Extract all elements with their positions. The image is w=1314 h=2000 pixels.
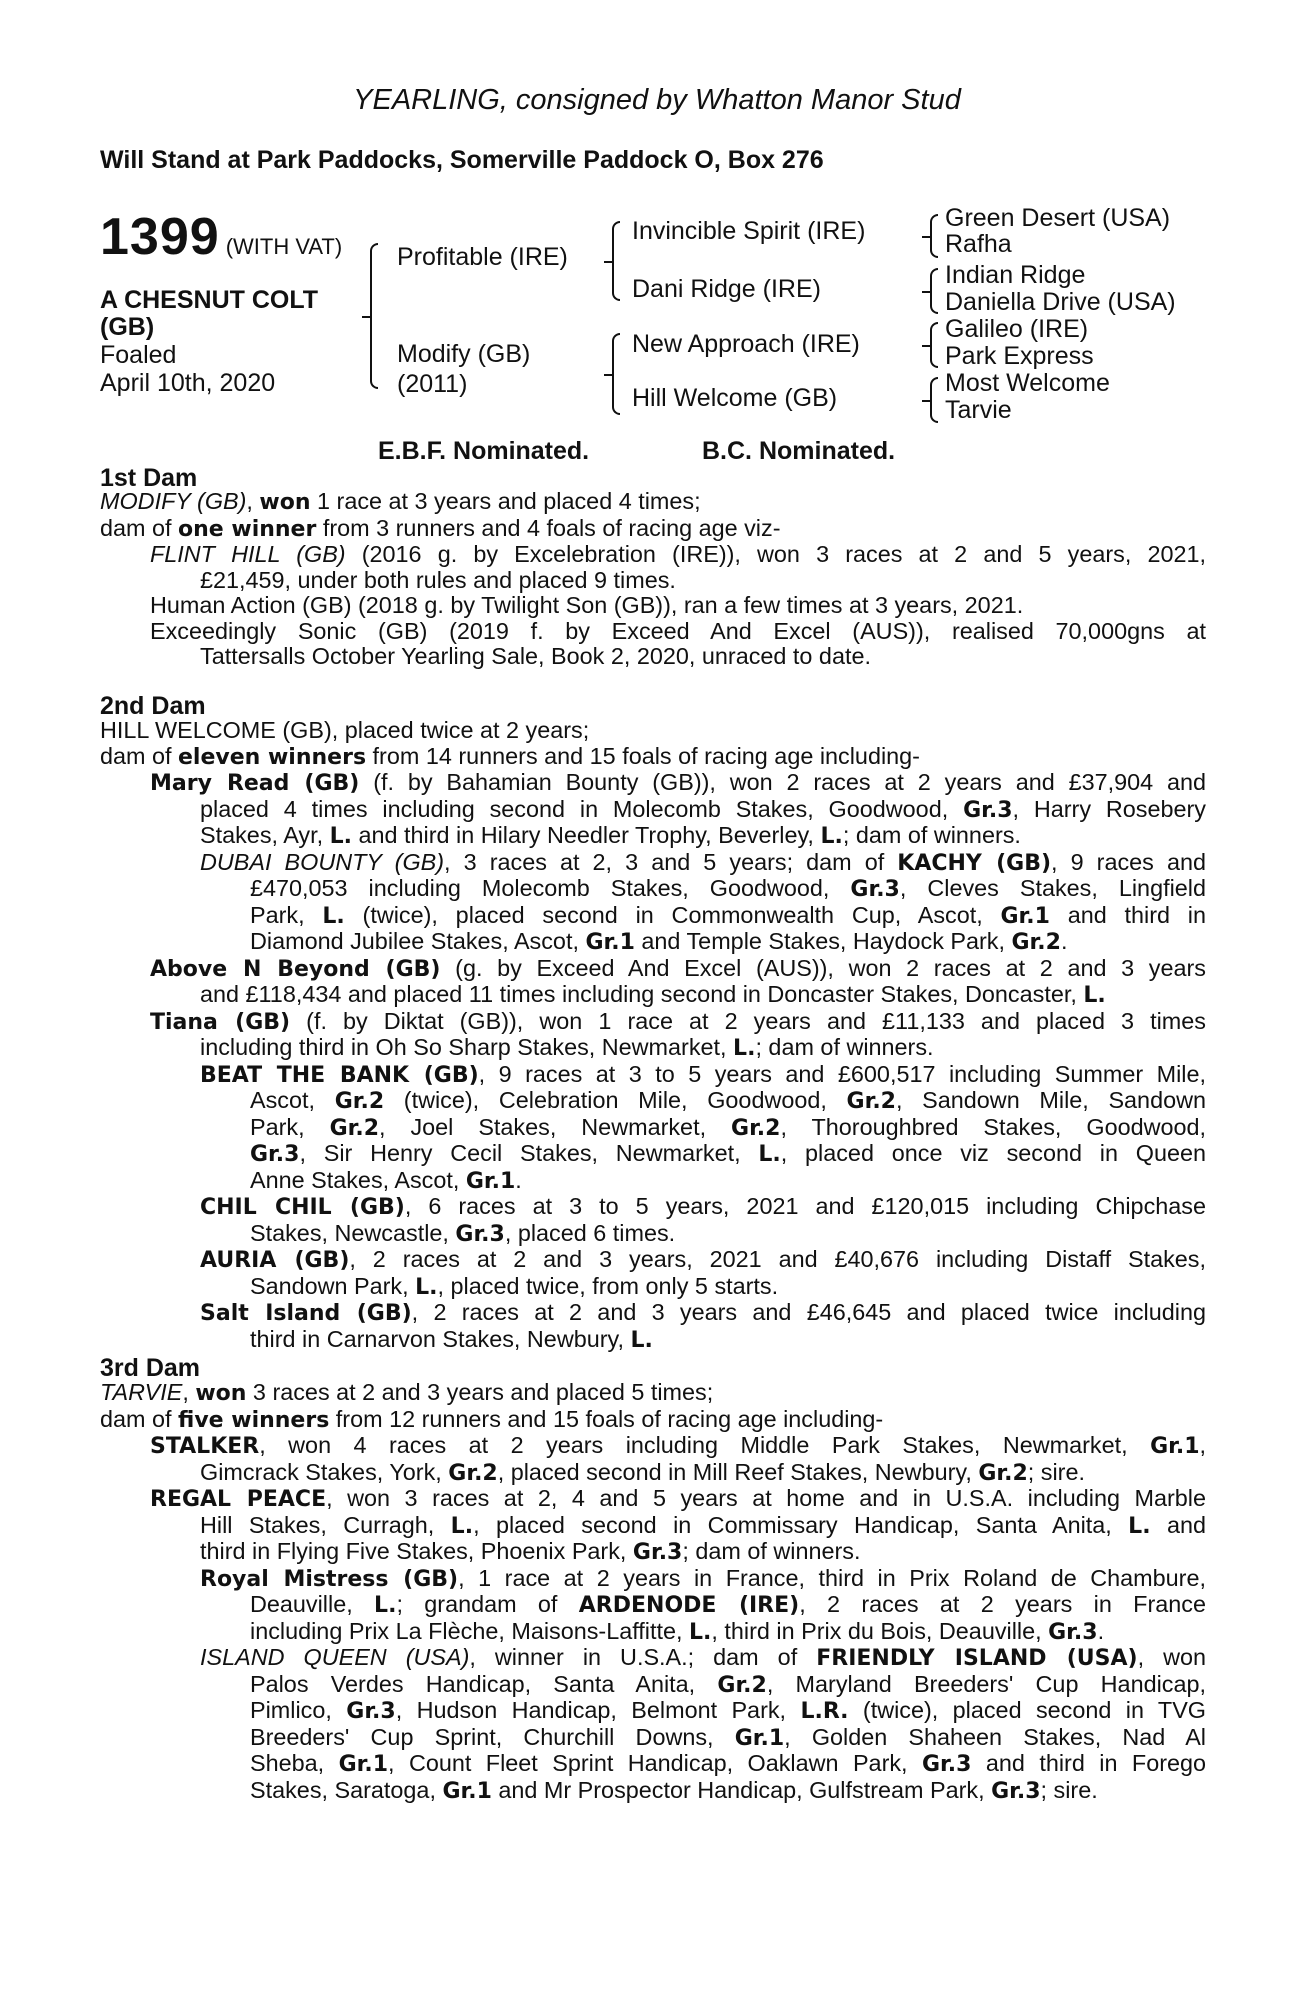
text-line: [250, 1698, 1206, 1725]
grade: Gr.1: [465, 1168, 516, 1194]
horse-description-line1: A CHESNUT COLT: [100, 286, 319, 314]
foaled-date: April 10th, 2020: [100, 369, 276, 397]
pedigree-sss: Green Desert (USA): [945, 204, 1171, 232]
text: , won: [1137, 1644, 1206, 1670]
pedigree-dam-dam: Hill Welcome (GB): [632, 384, 838, 412]
text: , placed twice, from only 5 starts.: [437, 1272, 779, 1299]
text-line: [250, 903, 1206, 930]
text: , 2 races at 2 and 3 years, 2021 and £40,676 including Distaff Stakes,: [349, 1246, 1206, 1272]
pedigree-brace-main: [370, 243, 378, 389]
text: and £118,434 and placed 11 times including second in Doncaster Stakes, Doncaster,: [200, 981, 1084, 1007]
text: dam of: [100, 742, 179, 769]
pedigree-brace-dam: [612, 333, 620, 415]
text-line: Human Action (GB) (2018 g. by Twilight Son (GB)), ran a few times at 3 years, 2021.: [150, 592, 1024, 618]
text: Park,: [250, 901, 323, 928]
text: Diamond Jubilee Stakes, Ascot,: [250, 928, 586, 954]
text: Ascot,: [250, 1087, 335, 1113]
grade: L.: [733, 1036, 756, 1061]
text-line: [100, 489, 1206, 516]
grade: L.: [329, 824, 352, 849]
grade: Gr.1: [442, 1778, 492, 1804]
text-line: [250, 1274, 1206, 1301]
pedigree-dam: Modify (GB): [397, 340, 531, 368]
pedigree-brace-dd: [930, 377, 938, 423]
text: Deauville,: [250, 1591, 375, 1617]
text: ; dam of winners.: [842, 822, 1021, 848]
text: , winner in U.S.A.; dam of: [469, 1644, 817, 1670]
text-line: [250, 876, 1206, 903]
second-dam-section: [100, 718, 1206, 1353]
pedigree-dss: Galileo (IRE): [945, 315, 1089, 343]
text: , won 4 races at 2 years including Middle Park Stakes, Newmarket,: [259, 1432, 1151, 1458]
grade: Gr.1: [734, 1725, 785, 1751]
text-line: [250, 1088, 1206, 1115]
text: and Temple Stakes, Haydock Park,: [634, 928, 1012, 954]
grade: Gr.2: [1011, 930, 1061, 955]
pedigree-dam-year: (2011): [397, 370, 468, 398]
text: , placed once viz second in Queen: [780, 1140, 1207, 1166]
text: (f. by Bahamian Bounty (GB)), won 2 races at 2 years and £37,904 and: [359, 769, 1206, 795]
ebf-nomination: E.B.F. Nominated.: [378, 437, 590, 465]
pedigree-dam-sire: New Approach (IRE): [632, 330, 860, 358]
grade: L.: [820, 824, 843, 849]
horse-name: BEAT THE BANK (GB): [200, 1062, 479, 1088]
horse-name: DUBAI BOUNTY (GB): [200, 848, 445, 875]
text: , Joel Stakes, Newmarket,: [379, 1113, 732, 1140]
dam-name: MODIFY (GB): [100, 488, 247, 514]
lot-block: [100, 207, 342, 267]
text: , placed second in Commissary Handicap, Santa Anita,: [473, 1511, 1129, 1538]
text-line: [200, 1513, 1206, 1540]
grade: L.: [450, 1513, 474, 1539]
grade: Gr.2: [329, 1115, 379, 1141]
text: ; sire.: [1027, 1458, 1085, 1485]
text: Stakes, Newcastle,: [250, 1219, 456, 1246]
pedigree-dds: Most Welcome: [945, 369, 1110, 397]
text: (twice), placed second in Commonwealth Cup, Ascot,: [344, 901, 1001, 928]
horse-name: REGAL PEACE: [150, 1487, 327, 1512]
horse-name: ARDENODE (IRE): [578, 1593, 800, 1618]
text: , Maryland Breeders' Cup Handicap,: [766, 1670, 1206, 1697]
text-line: HILL WELCOME (GB), placed twice at 2 years;: [100, 717, 590, 743]
pedigree-sds: Indian Ridge: [945, 261, 1086, 289]
text: ; sire.: [1040, 1776, 1098, 1803]
text: and third in Forego: [971, 1750, 1207, 1776]
text-line: [150, 956, 1206, 983]
grade: Gr.1: [1150, 1434, 1200, 1459]
text-line: [100, 1407, 1206, 1434]
text: Gimcrack Stakes, York,: [200, 1458, 449, 1485]
text-line: [250, 929, 1206, 956]
text: , won 3 races at 2, 4 and 5 years at home and in U.S.A. including Marble: [326, 1485, 1206, 1511]
first-dam-heading: 1st Dam: [100, 464, 198, 492]
text-line: [150, 1486, 1206, 1513]
text: , 1 race at 2 years in France, third in Prix Roland de Chambure,: [458, 1564, 1206, 1591]
grade: L.: [1083, 983, 1106, 1008]
text: , Cleves Stakes, Lingfield: [899, 875, 1206, 901]
text: and third in Hilary Needler Trophy, Beverley,: [351, 822, 821, 848]
text: , Harry Rosebery: [1012, 795, 1206, 822]
text: dam of: [100, 514, 179, 541]
text: Palos Verdes Handicap, Santa Anita,: [250, 1670, 718, 1697]
horse-name: FRIENDLY ISLAND (USA): [816, 1646, 1138, 1671]
foaled-label: Foaled: [100, 341, 177, 369]
text-line: [100, 744, 1206, 771]
grade: Gr.1: [1000, 903, 1050, 929]
text: ,: [246, 488, 260, 514]
pedigree-brace-ds: [930, 322, 938, 368]
grade: L.: [758, 1142, 781, 1167]
text-line: [150, 770, 1206, 797]
horse-name: Royal Mistress (GB): [200, 1566, 459, 1592]
text-line: [100, 516, 1206, 543]
grade: Gr.2: [846, 1089, 896, 1114]
grade: Gr.1: [585, 930, 635, 955]
grade: Gr.3: [991, 1778, 1041, 1804]
grade: L.: [415, 1274, 438, 1300]
grade: Gr.3: [963, 797, 1013, 823]
text: from 12 runners and 15 foals of racing age including-: [329, 1405, 884, 1432]
text: , Sandown Mile, Sandown: [895, 1087, 1206, 1113]
text-line: Tattersalls October Yearling Sale, Book 2, 2020, unraced to date.: [200, 643, 871, 669]
text-line: [250, 1778, 1206, 1805]
grade: L.: [630, 1327, 653, 1353]
text: , Sir Henry Cecil Stakes, Newmarket,: [299, 1140, 759, 1166]
text-line: [250, 1115, 1206, 1142]
pedigree-brace-sire: [612, 221, 620, 301]
second-dam-heading: 2nd Dam: [100, 692, 206, 720]
grade: Gr.3: [346, 1699, 396, 1724]
first-dam-section: [100, 489, 1206, 670]
grade: Gr.2: [448, 1460, 498, 1486]
text: (f. by Diktat (GB)), won 1 race at 2 years and £11,133 and placed 3 times: [290, 1007, 1206, 1034]
text: , Hudson Handicap, Belmont Park,: [395, 1697, 801, 1723]
text: including third in Oh So Sharp Stakes, Newmarket,: [200, 1034, 734, 1060]
text-line: [250, 1672, 1206, 1699]
grade: Gr.3: [850, 877, 900, 902]
stand-location: Will Stand at Park Paddocks, Somerville Paddock O, Box 276: [100, 146, 824, 174]
text: 1 race at 3 years and placed 4 times;: [310, 488, 701, 514]
grade: Gr.2: [717, 1672, 767, 1698]
text-line: [150, 1009, 1206, 1036]
text: Park,: [250, 1113, 330, 1140]
pedigree-dsd: Park Express: [945, 342, 1094, 370]
text: and: [1150, 1511, 1206, 1538]
horse-name: Mary Read (GB): [150, 771, 360, 796]
text-line: [200, 982, 1206, 1009]
horse-name: KACHY (GB): [897, 850, 1052, 876]
bold-text: won: [259, 490, 311, 515]
text-line: [200, 823, 1206, 850]
grade: Gr.3: [1048, 1619, 1098, 1645]
text-line: [200, 1062, 1206, 1089]
horse-name: Above N Beyond (GB): [150, 956, 441, 982]
text-line: [200, 1194, 1206, 1221]
dam-name: TARVIE: [100, 1379, 183, 1405]
text: , placed second in Mill Reef Stakes, Newbury,: [497, 1458, 979, 1485]
text-line: [250, 1141, 1206, 1168]
text: .: [515, 1166, 522, 1193]
third-dam-heading: 3rd Dam: [100, 1354, 201, 1382]
horse-name: STALKER: [150, 1434, 260, 1459]
text-line: [200, 1300, 1206, 1327]
text: Sheba,: [250, 1750, 339, 1776]
text: Hill Stakes, Curragh,: [200, 1511, 451, 1538]
foaled-info: [100, 341, 275, 397]
bold-text: eleven winners: [178, 744, 367, 770]
pedigree-ddd: Tarvie: [945, 396, 1012, 424]
text: , Thoroughbred Stakes, Goodwood,: [780, 1113, 1207, 1140]
horse-name: Tiana (GB): [150, 1009, 291, 1035]
grade: L.: [689, 1619, 712, 1645]
grade: L.: [1128, 1513, 1151, 1539]
grade: L.R.: [800, 1699, 849, 1724]
text: (2016 g. by Excelebration (IRE)), won 3 races at 2 and 5 years, 2021,: [345, 541, 1206, 567]
text-line: £21,459, under both rules and placed 9 times.: [200, 566, 676, 593]
pedigree-brace-ss: [930, 214, 938, 258]
pedigree-sdd: Daniella Drive (USA): [945, 288, 1176, 316]
text: ,: [1199, 1432, 1206, 1458]
text-line: [250, 1751, 1206, 1778]
text: , placed 6 times.: [504, 1219, 676, 1246]
text: Stakes, Ayr,: [200, 822, 330, 848]
text: (g. by Exceed And Excel (AUS)), won 2 races at 2 and 3 years: [440, 954, 1206, 981]
text: , 9 races at 3 to 5 years and £600,517 including Summer Mile,: [478, 1060, 1206, 1087]
bc-nomination: B.C. Nominated.: [702, 437, 896, 465]
text-line: [250, 1168, 1206, 1195]
text: third in Carnarvon Stakes, Newbury,: [250, 1325, 631, 1352]
horse-name: FLINT HILL (GB): [150, 541, 346, 567]
text: (twice), Celebration Mile, Goodwood,: [384, 1087, 847, 1113]
text-line: Exceedingly Sonic (GB) (2019 f. by Exceed And Excel (AUS)), realised 70,000gns at: [150, 617, 1206, 644]
pedigree-sire: Profitable (IRE): [397, 243, 568, 271]
text: £470,053 including Molecomb Stakes, Goodwood,: [250, 875, 851, 901]
text-line: [250, 1592, 1206, 1619]
vat-note: (WITH VAT): [225, 234, 343, 259]
pedigree-sire-sire: Invincible Spirit (IRE): [632, 217, 866, 245]
horse-description-line2: (GB): [100, 313, 155, 341]
text-line: [200, 1539, 1206, 1566]
grade: Gr.3: [922, 1752, 972, 1777]
text-line: [150, 542, 1206, 568]
text: .: [1097, 1617, 1105, 1644]
text: (twice), placed second in TVG: [848, 1697, 1206, 1723]
text: , third in Prix du Bois, Deauville,: [711, 1617, 1049, 1644]
text-line: [250, 1725, 1206, 1752]
text: , 2 races at 2 years in France: [799, 1591, 1206, 1617]
catalogue-header: YEARLING, consigned by Whatton Manor Stud: [353, 84, 961, 116]
text: Anne Stakes, Ascot,: [250, 1166, 466, 1193]
text: from 14 runners and 15 foals of racing age including-: [366, 742, 920, 769]
horse-name: ISLAND QUEEN (USA): [200, 1644, 470, 1670]
horse-description: [100, 287, 318, 341]
text: Sandown Park,: [250, 1272, 416, 1299]
grade: L.: [374, 1593, 397, 1618]
text: Pimlico,: [250, 1697, 347, 1723]
text-line: [200, 850, 1206, 877]
text-line: [200, 1460, 1206, 1487]
text: ; grandam of: [396, 1591, 579, 1617]
text-line: [250, 1221, 1206, 1248]
lot-number: 1399: [100, 208, 220, 266]
text-line: [250, 1327, 1206, 1354]
grade: Gr.2: [731, 1115, 781, 1141]
text-line: [100, 1380, 1206, 1407]
text-line: [250, 1619, 1206, 1646]
grade: Gr.3: [455, 1221, 505, 1247]
text-line: [200, 1247, 1206, 1274]
text: Stakes, Saratoga,: [250, 1776, 443, 1803]
text: 3 races at 2 and 3 years and placed 5 times;: [246, 1379, 714, 1405]
text: ,: [182, 1379, 196, 1405]
text: placed 4 times including second in Molecomb Stakes, Goodwood,: [200, 795, 964, 822]
grade: Gr.2: [978, 1460, 1028, 1486]
text: third in Flying Five Stakes, Phoenix Park,: [200, 1538, 633, 1564]
grade: Gr.3: [250, 1142, 300, 1167]
grade: Gr.1: [338, 1752, 389, 1777]
bold-text: five winners: [178, 1407, 330, 1433]
text: and Mr Prospector Handicap, Gulfstream Park,: [491, 1776, 992, 1803]
horse-name: AURIA (GB): [200, 1248, 350, 1273]
pedigree-sire-dam: Dani Ridge (IRE): [632, 275, 821, 303]
text: including Prix La Flèche, Maisons-Laffitte,: [250, 1617, 690, 1644]
grade: L.: [322, 903, 345, 929]
text: ; dam of winners.: [755, 1034, 934, 1060]
grade: Gr.2: [334, 1089, 385, 1114]
text: from 3 runners and 4 foals of racing age viz-: [316, 514, 781, 541]
pedigree-ssd: Rafha: [945, 230, 1012, 258]
text: .: [1060, 928, 1068, 954]
pedigree-brace-sd: [930, 268, 938, 314]
grade: Gr.3: [632, 1540, 683, 1565]
text: , 2 races at 2 and 3 years and £46,645 and placed twice including: [411, 1299, 1206, 1325]
text: , 6 races at 3 to 5 years, 2021 and £120,015 including Chipchase: [404, 1193, 1206, 1219]
text: , 3 races at 2, 3 and 5 years; dam of: [444, 848, 898, 875]
third-dam-section: [100, 1380, 1206, 1804]
text: , 9 races and: [1051, 848, 1206, 875]
text: dam of: [100, 1405, 179, 1432]
horse-name: Salt Island (GB): [200, 1301, 412, 1326]
text-line: [200, 1566, 1206, 1593]
horse-name: CHIL CHIL (GB): [200, 1195, 405, 1220]
text: Breeders' Cup Sprint, Churchill Downs,: [250, 1723, 735, 1750]
text-line: [200, 797, 1206, 824]
text-line: [200, 1645, 1206, 1672]
text-line: [150, 1433, 1206, 1460]
text: , Golden Shaheen Stakes, Nad Al: [784, 1723, 1206, 1750]
bold-text: one winner: [178, 516, 317, 542]
text: ; dam of winners.: [682, 1538, 861, 1564]
text: , Count Fleet Sprint Handicap, Oaklawn Park,: [388, 1750, 922, 1776]
text: and third in: [1049, 901, 1206, 928]
bold-text: won: [195, 1381, 247, 1406]
text-line: [200, 1035, 1206, 1062]
